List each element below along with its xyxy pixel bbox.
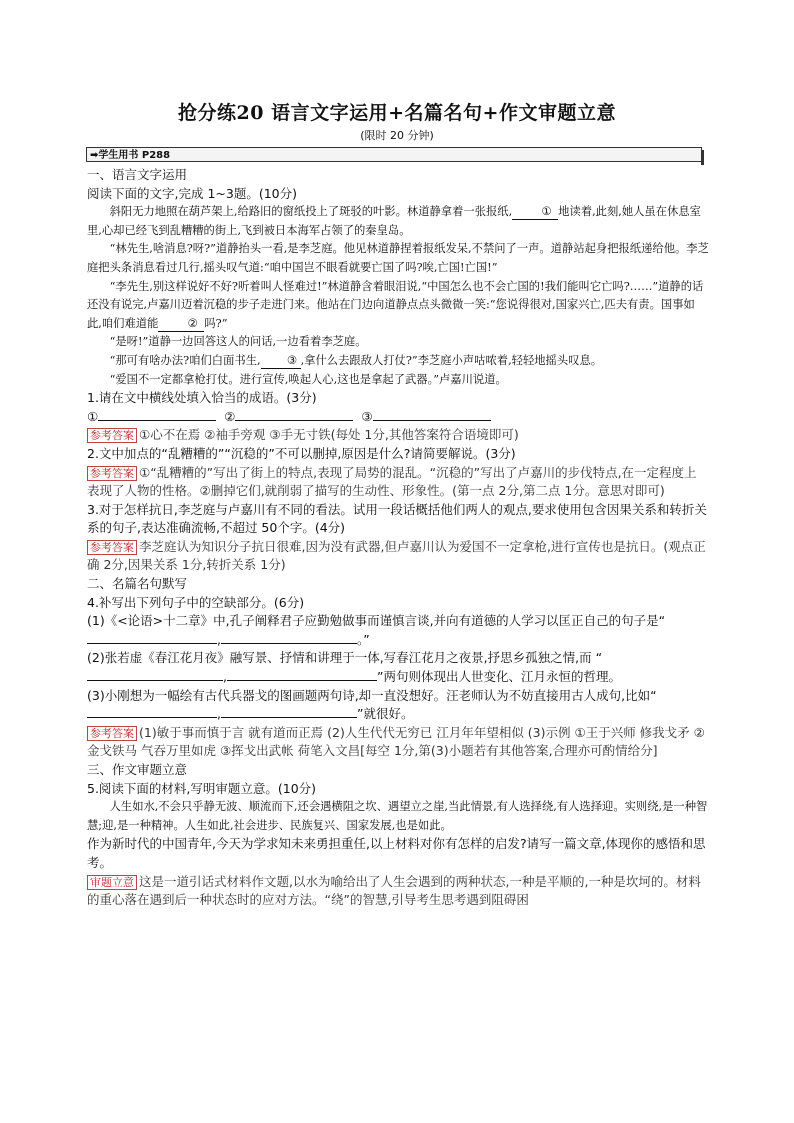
reference-answer-tag: 参考答案 (87, 540, 137, 555)
page-title: 抢分练20 语言文字运用+名篇名句+作文审题立意 (178, 102, 616, 124)
question-4-item-3: (3)小刚想为一幅绘有古代兵器戈的图画题两句诗,却一直没想好。汪老师认为不妨直接用古人成句,比如“, ”就很好。 (87, 687, 657, 722)
answer-3: 参考答案 李芝庭认为知识分子抗日很难,因为没有武器,但卢嘉川认为爱国不一定拿枪,进行宣传也是抗日。(观点正确 2分,因果关系 1分,转折关系 1分) (87, 538, 706, 573)
reference-answer-tag: 参考答案 (87, 428, 137, 443)
passage-paragraph-3: “李先生,别这样说好不好?听着叫人怪难过!”林道静含着眼泪说,“中国怎么也不会亡国的!我们能叫它亡吗?……”道静的话还没有说完,卢嘉川迈着沉稳的步子走进门来。他站在门边向道静点点头微微一笑:“您说得很对,国家兴亡,匹夫有责。国事如此,咱们难道能 ② 吗?” (87, 279, 704, 330)
answer-2: 参考答案 ①“乱糟糟的”写出了街上的特点,表现了局势的混乱。“沉稳的”写出了卢嘉川的步伐特点,在一定程度上表现了人物的性格。②删掉它们,就削弱了描写的生动性、形象性。(第一点 2分,第二点 1分。意思对即可) (87, 464, 697, 499)
student-book-reference: ➡学生用书 P288 (86, 147, 702, 162)
passage-paragraph-5: “那可有啥办法?咱们白面书生, ③ ,拿什么去跟敌人打仗?”李芝庭小声咕哝着,轻轻地摇头叹息。 (109, 353, 603, 367)
recitation-blank (227, 680, 377, 681)
essay-material: 人生如水,不会只乎静无波、顺流而下,还会遇横阻之坎、遇望立之崖,当此情景,有人选择绕,有人选择迎。实则绕,是一种智慧;迎,是一种精神。人生如此,社会进步、民族复兴、国家发展,也是如此。 (87, 800, 708, 832)
question-4-item-1: (1)《<论语>十二章》中,孔子阐释君子应勤勉做事而谨慎言谈,并向有道德的人学习以匡正自己的句子是“, 。” (87, 613, 666, 647)
worksheet-content (87, 166, 709, 910)
passage-blank-3: ③ (261, 354, 301, 369)
passage-paragraph-4: “是呀!”道静一边回答这人的问话,一边看着李芝庭。 (109, 335, 367, 349)
passage-blank-2: ② (158, 317, 204, 332)
question-2: 2.文中加点的“乱糟糟的”“沉稳的”不可以删掉,原因是什么?请简要解说。(3分) (87, 445, 516, 461)
answer-4: 参考答案 (1)敏于事而慎于言 就有道而正焉 (2)人生代代无穷已 江月年年望相似 (3)示例 ①王于兴师 修我戈矛 ②金戈铁马 气吞万里如虎 ③挥戈出武帐 荷笔入文昌[每空 1分,第(3)小题若有其他答案,合理亦可酌情给分] (87, 724, 705, 759)
answer-blank-1 (98, 420, 216, 421)
question-4: 4.补写出下列句子中的空缺部分。(6分) (87, 594, 305, 610)
passage-paragraph-2: “林先生,啥消息?呀?”道静抬头一看,是李芝庭。他见林道静捏着报纸发呆,不禁问了一声。道静站起身把报纸递给他。李芝庭把头条消息看过几行,摇头叹气道:“咱中国岂不眼看就要亡国了吗?唉,亡国!亡国!” (87, 242, 709, 274)
reference-answer-tag: 参考答案 (87, 466, 137, 481)
recitation-blank (87, 643, 217, 644)
review-intent-tag: 审题立意 (87, 875, 137, 890)
passage-paragraph-6: “爱国不一定都拿枪打仗。进行宣传,唤起人心,这也是拿起了武器。”卢嘉川说道。 (109, 372, 507, 386)
section-heading-essay: 三、作文审题立意 (87, 762, 188, 777)
recitation-blank (221, 717, 357, 718)
answer-5: 审题立意 这是一道引话式材料作文题,以水为喻给出了人生会遇到的两种状态,一种是平顺的,一种是坎坷的。材料的重心落在遇到后一种状态时的应对方法。“绕”的智慧,引导考生思考遇到阻碍困 (87, 873, 701, 908)
time-limit: (限时 20 分钟) (360, 129, 434, 142)
essay-prompt: 作为新时代的中国青年,今天为学求知未来勇担重任,以上材料对你有怎样的启发?请写一篇文章,体现你的感悟和思考。 (87, 836, 706, 870)
recitation-blank (221, 643, 357, 644)
question-5: 5.阅读下面的材料,写明审题立意。(10分) (87, 780, 317, 796)
passage-blank-1: ① (512, 205, 558, 220)
question-1: 1.请在文中横线处填入恰当的成语。(3分) (87, 390, 317, 406)
recitation-blank (87, 680, 223, 681)
answer-blank-3 (373, 420, 491, 421)
question-3: 3.对于怎样抗日,李芝庭与卢嘉川有不同的看法。试用一段话概括他们两人的观点,要求使用包含因果关系和转折关系的句子,表达准确流畅,不超过 50个字。(4分) (87, 501, 707, 536)
question-4-item-2: (2)张若虚《春江花月夜》融写景、抒情和讲理于一体,写春江花月之夜景,抒思乡孤独之情,而 “, ”两句则体现出人世变化、江月永恒的哲理。 (87, 650, 621, 685)
recitation-blank (87, 717, 217, 718)
section-heading-recitation: 二、名篇名句默写 (87, 576, 188, 592)
answer-1: 参考答案 ①心不在焉 ②袖手旁观 ③手无寸铁(每处 1分,其他答案符合语境即可) (87, 426, 709, 445)
answer-blank-2 (235, 420, 353, 421)
question-1-blanks: ① ② ③ (87, 408, 709, 427)
section-heading-language: 一、语言文字运用 (87, 167, 188, 182)
reading-intro: 阅读下面的文字,完成 1~3题。(10分) (87, 185, 297, 201)
reference-answer-tag: 参考答案 (87, 726, 137, 741)
passage-paragraph-1: 斜阳无力地照在葫芦架上,给路旧的窗纸投上了斑驳的叶影。林道静拿着一张报纸, ① 地读着,此刻,她人虽在休息室里,心却已经飞到乱糟糟的街上,飞到被日本海军占领了的秦皇岛。 (87, 205, 701, 237)
